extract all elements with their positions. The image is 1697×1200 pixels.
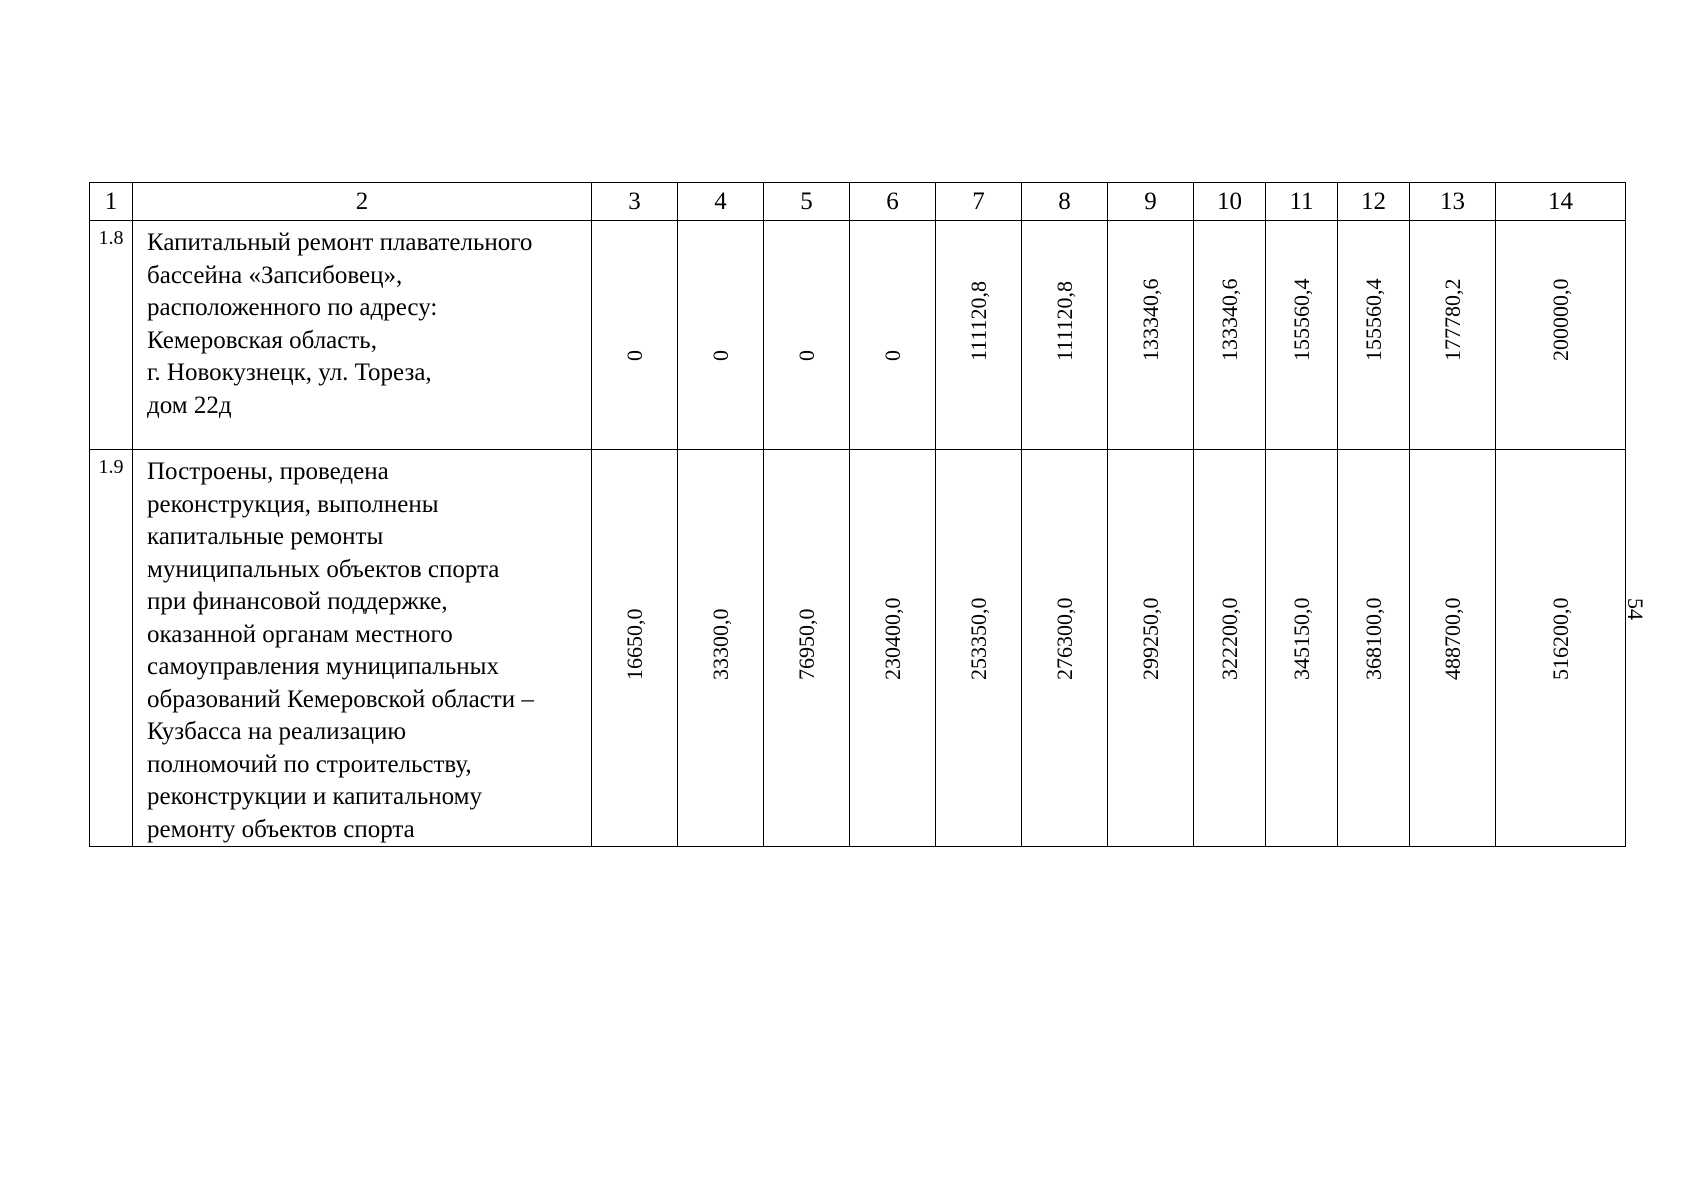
- table-row: [90, 450, 1626, 847]
- value-cell: [1496, 221, 1626, 450]
- value-cell: [678, 450, 764, 847]
- description-line: дом 22д: [147, 391, 232, 419]
- value-text: 200000,0: [1547, 278, 1573, 361]
- description-line: полномочий по строительству,: [147, 750, 472, 778]
- value-text: 133340,6: [1137, 278, 1163, 361]
- value-text: 368100,0: [1360, 597, 1386, 680]
- description-line: Капитальный ремонт плавательного: [147, 229, 533, 256]
- column-header: 12: [1338, 183, 1410, 221]
- value-cell: [1410, 450, 1496, 847]
- value-cell: [850, 450, 936, 847]
- value-text: 33300,0: [707, 608, 733, 680]
- row-description: [133, 221, 592, 450]
- data-table: [89, 182, 1626, 847]
- page-number: 54: [1623, 598, 1648, 620]
- value-cell: [1496, 450, 1626, 847]
- description-line: г. Новокузнецк, ул. Тореза,: [147, 359, 432, 386]
- column-header: 9: [1108, 183, 1194, 221]
- value-cell: [1266, 450, 1338, 847]
- value-text: 516200,0: [1547, 597, 1573, 680]
- value-text: 276300,0: [1051, 597, 1077, 680]
- description-line: расположенного по адресу:: [147, 294, 438, 321]
- row-number: 1.9: [90, 450, 133, 847]
- row-number: 1.8: [90, 221, 133, 450]
- column-header: 6: [850, 183, 936, 221]
- column-header: 5: [764, 183, 850, 221]
- description-line: ремонту объектов спорта: [147, 815, 415, 843]
- value-cell: [1022, 221, 1108, 450]
- column-header: 1: [90, 183, 133, 221]
- description-line: образований Кемеровской области –: [147, 685, 534, 713]
- column-header: 14: [1496, 183, 1626, 221]
- value-cell: [1266, 221, 1338, 450]
- value-cell: [1022, 450, 1108, 847]
- description-line: реконструкция, выполнены: [147, 490, 439, 518]
- value-cell: [1338, 221, 1410, 450]
- column-header: 13: [1410, 183, 1496, 221]
- column-header: 7: [936, 183, 1022, 221]
- value-text: 133340,6: [1216, 278, 1242, 361]
- value-cell: [764, 450, 850, 847]
- column-header: 2: [133, 183, 592, 221]
- value-cell: [1410, 221, 1496, 450]
- description-line: Кемеровская область,: [147, 326, 377, 354]
- value-text: 345150,0: [1288, 597, 1314, 680]
- value-text: 253350,0: [965, 597, 991, 680]
- row-description: [133, 450, 592, 847]
- description-line: капитальные ремонты: [147, 523, 384, 550]
- value-cell: [1338, 450, 1410, 847]
- value-cell: [592, 450, 678, 847]
- column-header: 11: [1266, 183, 1338, 221]
- value-text: 322200,0: [1216, 597, 1242, 680]
- value-text: 155560,4: [1288, 278, 1314, 361]
- value-cell: [592, 221, 678, 450]
- description-line: Построены, проведена: [147, 458, 389, 485]
- description-line: Кузбасса на реализацию: [147, 718, 407, 745]
- value-cell: [1108, 450, 1194, 847]
- column-header: 10: [1194, 183, 1266, 221]
- description-line: самоуправления муниципальных: [147, 653, 499, 680]
- value-text: 230400,0: [879, 597, 905, 680]
- value-text: 111120,8: [965, 280, 991, 361]
- value-cell: [1108, 221, 1194, 450]
- description-line: при финансовой поддержке,: [147, 588, 448, 615]
- value-cell: [764, 221, 850, 450]
- value-text: 177780,2: [1439, 278, 1465, 361]
- description-line: бассейна «Запсибовец»,: [147, 261, 403, 289]
- value-text: 155560,4: [1360, 278, 1386, 361]
- value-text: 299250,0: [1137, 597, 1163, 680]
- value-text: 0: [879, 350, 905, 361]
- value-cell: [678, 221, 764, 450]
- column-header: 3: [592, 183, 678, 221]
- value-text: 111120,8: [1051, 280, 1077, 361]
- header-row: [90, 183, 1626, 221]
- value-cell: [936, 450, 1022, 847]
- column-header: 8: [1022, 183, 1108, 221]
- value-text: 0: [707, 350, 733, 361]
- value-cell: [850, 221, 936, 450]
- value-text: 0: [621, 350, 647, 361]
- value-text: 16650,0: [621, 608, 647, 680]
- value-cell: [936, 221, 1022, 450]
- column-header: 4: [678, 183, 764, 221]
- description-line: муниципальных объектов спорта: [147, 555, 500, 583]
- value-text: 0: [793, 350, 819, 361]
- value-cell: [1194, 221, 1266, 450]
- value-text: 488700,0: [1439, 597, 1465, 680]
- table-row: [90, 221, 1626, 450]
- description-line: оказанной органам местного: [147, 620, 453, 648]
- description-line: реконструкции и капитальному: [147, 783, 482, 810]
- value-cell: [1194, 450, 1266, 847]
- value-text: 76950,0: [793, 608, 819, 680]
